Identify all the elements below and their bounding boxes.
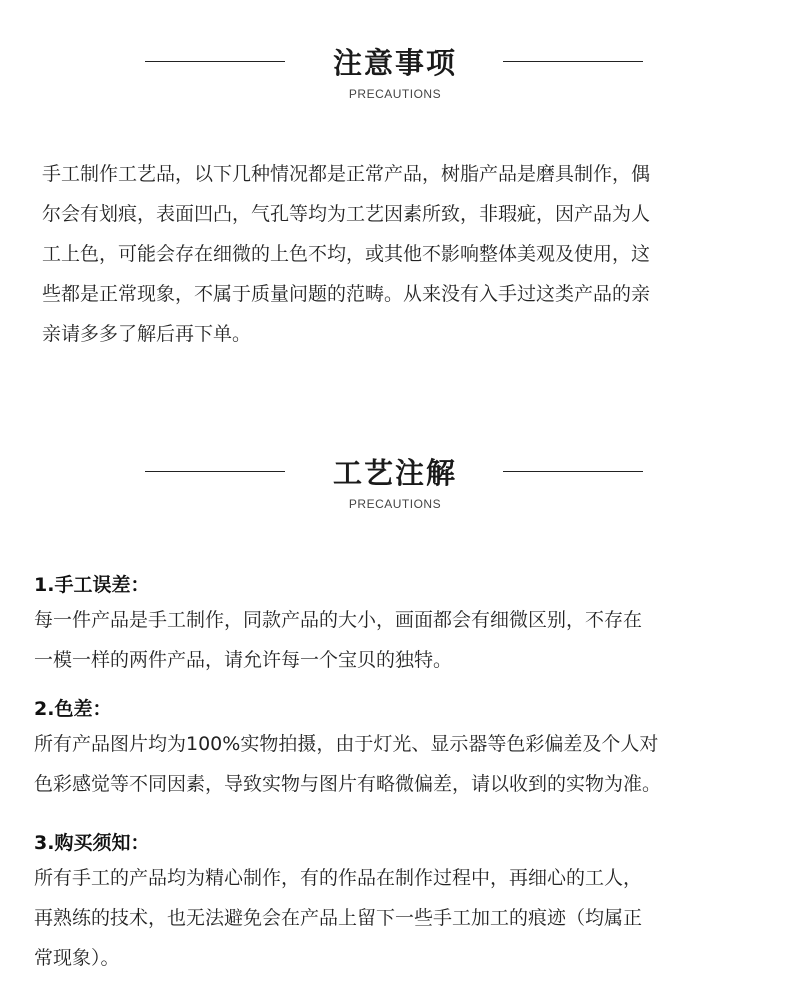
note-line: 所有手工的产品均为精心制作，有的作品在制作过程中，再细心的工人，: [34, 867, 643, 889]
note-body: [34, 724, 764, 804]
note-body: [34, 600, 764, 680]
note-line: 一模一样的两件产品，请允许每一个宝贝的独特。: [34, 649, 453, 671]
section-header-precautions: [0, 47, 790, 117]
divider-right: [503, 61, 643, 62]
note-line: 每一件产品是手工制作，同款产品的大小，画面都会有细微区别，不存在: [34, 609, 643, 631]
paragraph-line: 尔会有划痕，表面凹凸，气孔等均为工艺因素所致，非瑕疵，因产品为人: [42, 203, 651, 225]
section-header-craft-notes: [0, 457, 790, 527]
note-line: 所有产品图片均为100%实物拍摄，由于灯光、显示器等色彩偏差及个人对: [34, 733, 659, 755]
note-heading: 1.手工误差：: [34, 574, 150, 596]
note-line: 色彩感觉等不同因素，导致实物与图片有略微偏差，请以收到的实物为准。: [34, 773, 662, 795]
section-title: 注意事项: [332, 46, 457, 80]
note-heading: 3.购买须知：: [34, 832, 150, 854]
note-body: [34, 858, 764, 978]
note-item-handmade-error: [34, 570, 764, 680]
note-item-purchase-notice: [34, 828, 764, 978]
paragraph-line: 工上色，可能会存在细微的上色不均，或其他不影响整体美观及使用，这: [42, 243, 651, 265]
note-heading: 2.色差：: [34, 698, 112, 720]
section-subtitle: PRECAUTIONS: [348, 497, 442, 511]
note-item-color-difference: [34, 694, 764, 804]
paragraph-line: 手工制作工艺品，以下几种情况都是正常产品，树脂产品是磨具制作，偶: [42, 163, 651, 185]
note-line: 再熟练的技术，也无法避免会在产品上留下一些手工加工的痕迹（均属正: [34, 907, 643, 929]
divider-right: [503, 471, 643, 472]
paragraph-line: 亲请多多了解后再下单。: [42, 323, 252, 345]
section-subtitle: PRECAUTIONS: [348, 87, 442, 101]
precautions-paragraph: [42, 154, 754, 354]
note-line: 常现象）。: [34, 947, 120, 969]
paragraph-line: 些都是正常现象，不属于质量问题的范畴。从来没有入手过这类产品的亲: [42, 283, 651, 305]
section-title: 工艺注解: [332, 456, 457, 490]
